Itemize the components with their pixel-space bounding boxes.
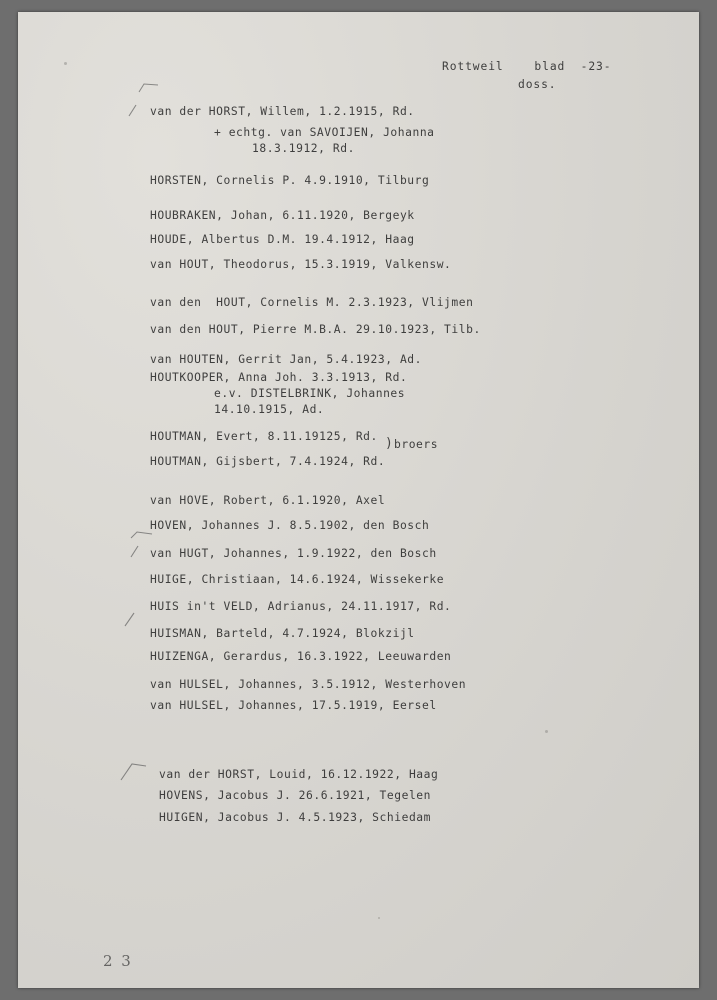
list-item: van HOVE, Robert, 6.1.1920, Axel (150, 494, 386, 507)
list-item: 14.10.1915, Ad. (214, 403, 325, 416)
paper-surface (18, 12, 699, 988)
list-item: HUISMAN, Barteld, 4.7.1924, Blokzijl (150, 627, 415, 640)
list-item: HUIZENGA, Gerardus, 16.3.1922, Leeuwarden (150, 650, 452, 663)
list-item: van HULSEL, Johannes, 17.5.1919, Eersel (150, 699, 437, 712)
list-item: HOVEN, Johannes J. 8.5.1902, den Bosch (150, 519, 430, 532)
list-item: van der HORST, Louid, 16.12.1922, Haag (159, 768, 439, 781)
list-item: van HOUTEN, Gerrit Jan, 5.4.1923, Ad. (150, 353, 422, 366)
checkmark-icon (130, 530, 144, 542)
checkmark-icon (130, 545, 144, 557)
paper-speck (378, 917, 380, 919)
list-item: van den HOUT, Cornelis M. 2.3.1923, Vlijmen (150, 296, 474, 309)
list-item: HOVENS, Jacobus J. 26.6.1921, Tegelen (159, 789, 431, 802)
page-number-mark: 2 3 (103, 952, 133, 970)
list-item: HORSTEN, Cornelis P. 4.9.1910, Tilburg (150, 174, 430, 187)
checkmark-icon (120, 760, 134, 772)
list-item: + echtg. van SAVOIJEN, Johanna (214, 126, 435, 139)
list-item: e.v. DISTELBRINK, Johannes (214, 387, 406, 400)
list-item: van der HORST, Willem, 1.2.1915, Rd. (150, 105, 415, 118)
paper-speck (545, 730, 548, 733)
header-reference: Rottweil blad -23- (442, 60, 612, 73)
paper-speck (64, 62, 67, 65)
list-item: HOUBRAKEN, Johan, 6.11.1920, Bergeyk (150, 209, 415, 222)
list-item: van HULSEL, Johannes, 3.5.1912, Westerhoven (150, 678, 467, 691)
broers-annotation-label: broers (394, 438, 439, 451)
checkmark-icon (124, 612, 138, 624)
list-item: HOUTMAN, Gijsbert, 7.4.1924, Rd. (150, 455, 386, 468)
checkmark-icon (138, 82, 152, 94)
list-item: van HOUT, Theodorus, 15.3.1919, Valkensw. (150, 258, 452, 271)
document-page (18, 12, 699, 988)
header-dossier-label: doss. (518, 78, 557, 91)
list-item: HOUTMAN, Evert, 8.11.19125, Rd. (150, 430, 378, 443)
list-item: HOUTKOOPER, Anna Joh. 3.3.1913, Rd. (150, 371, 408, 384)
list-item: van HUGT, Johannes, 1.9.1922, den Bosch (150, 547, 437, 560)
list-item: HOUDE, Albertus D.M. 19.4.1912, Haag (150, 233, 415, 246)
checkmark-icon (128, 104, 142, 116)
list-item: HUIS in't VELD, Adrianus, 24.11.1917, Rd. (150, 600, 452, 613)
list-item: HUIGE, Christiaan, 14.6.1924, Wissekerke (150, 573, 445, 586)
list-item: 18.3.1912, Rd. (252, 142, 355, 155)
list-item: van den HOUT, Pierre M.B.A. 29.10.1923, Tilb. (150, 323, 481, 336)
brace-icon: ) (385, 436, 393, 451)
list-item: HUIGEN, Jacobus J. 4.5.1923, Schiedam (159, 811, 431, 824)
